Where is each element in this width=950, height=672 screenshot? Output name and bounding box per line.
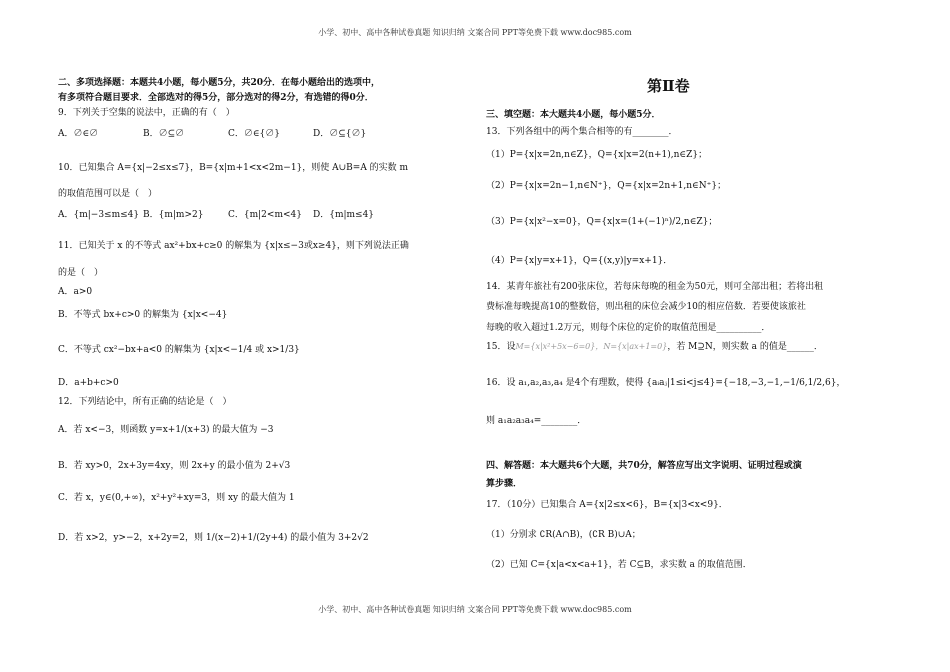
q15-suffix: ，若 M⊇N，则实数 a 的值是______． bbox=[667, 342, 823, 352]
q11-option-b: B．不等式 bx+c>0 的解集为 {x|x<−4} bbox=[58, 310, 228, 320]
q10-stem: 10．已知集合 A={x|−2≤x≤7}，B={x|m+1<x<2m−1}，则使 A∪B=A 的实数 m bbox=[58, 163, 409, 173]
q9-option-b: B．∅⊆∅ bbox=[143, 129, 185, 139]
q9-stem: 9．下列关于空集的说法中，正确的有（ ） bbox=[58, 108, 235, 118]
q13-stem: 13．下列各组中的两个集合相等的有________． bbox=[486, 127, 678, 137]
q16-stem: 16．设 a₁,a₂,a₃,a₄ 是4个有理数，使得 {aᵢaⱼ|1≤i<j≤4}={−18,−3,−1,−1/6,1/2,6}， bbox=[486, 378, 846, 388]
section4-line2: 算步骤． bbox=[486, 479, 523, 489]
q9-option-c: C．∅∈{∅} bbox=[228, 129, 281, 139]
q11-option-c: C．不等式 cx²−bx+a<0 的解集为 {x|x<−1/4 或 x>1/3} bbox=[58, 345, 300, 355]
q16-stem-cont: 则 a₁a₂a₃a₄=________． bbox=[486, 416, 587, 426]
section3-heading: 三、填空题：本大题共4小题，每小题5分． bbox=[486, 110, 661, 120]
q17-stem: 17．（10分）已知集合 A={x|2≤x<6}，B={x|3<x<9}． bbox=[486, 500, 728, 510]
page-header: 小学、初中、高中各种试卷真题 知识归纳 文案合同 PPT等免费下载 www.doc985.com bbox=[318, 28, 632, 37]
q11-stem: 11．已知关于 x 的不等式 ax²+bx+c≥0 的解集为 {x|x≤−3或x≥4}，则下列说法正确 bbox=[58, 241, 409, 251]
q13-item-2: （2）P={x|x=2n−1,n∈N⁺}，Q={x|x=2n+1,n∈N⁺}； bbox=[486, 181, 727, 191]
q17-part1: （1）分别求 ∁R(A∩B)，(∁R B)∪A； bbox=[486, 530, 641, 540]
q13-item-3: （3）P={x|x²−x=0}，Q={x|x=(1+(−1)ⁿ)/2,n∈Z}； bbox=[486, 217, 718, 227]
page-footer: 小学、初中、高中各种试卷真题 知识归纳 文案合同 PPT等免费下载 www.doc985.com bbox=[318, 605, 632, 614]
q12-option-b: B．若 xy>0，2x+3y=4xy，则 2x+y 的最小值为 2+√3 bbox=[58, 461, 291, 471]
q12-option-c: C．若 x，y∈(0,+∞)，x²+y²+xy=3，则 xy 的最大值为 1 bbox=[58, 493, 295, 503]
q15-sets: M={x|x²+5x−6=0}，N={x|ax+1=0} bbox=[515, 342, 668, 351]
q12-option-d: D．若 x>2，y>−2，x+2y=2，则 1/(x−2)+1/(2y+4) 的最小值为 3+2√2 bbox=[58, 533, 369, 543]
part2-title: 第Ⅱ卷 bbox=[647, 77, 690, 95]
q14-line1: 14．某青年旅社有200张床位，若每床每晚的租金为50元，则可全部出租；若将出租 bbox=[486, 282, 824, 292]
q13-item-4: （4）P={x|y=x+1}，Q={(x,y)|y=x+1}． bbox=[486, 256, 673, 266]
q13-item-1: （1）P={x|x=2n,n∈Z}，Q={x|x=2(n+1),n∈Z}； bbox=[486, 150, 708, 160]
q14-line3: 每晚的收入超过1.2万元，则每个床位的定价的取值范围是__________． bbox=[486, 323, 771, 333]
q10-option-a: A．{m|−3≤m≤4} bbox=[58, 210, 140, 220]
q10-option-c: C．{m|2<m<4} bbox=[228, 210, 302, 220]
section4-line1: 四、解答题：本大题共6个大题，共70分，解答应写出文字说明、证明过程或演 bbox=[486, 461, 802, 471]
q12-stem: 12．下列结论中，所有正确的结论是（ ） bbox=[58, 397, 232, 407]
q11-stem-cont: 的是（ ） bbox=[58, 268, 104, 278]
section2-line2: 有多项符合题目要求．全部选对的得5分，部分选对的得2分，有选错的得0分． bbox=[58, 93, 374, 103]
q12-option-a: A．若 x<−3，则函数 y=x+1/(x+3) 的最大值为 −3 bbox=[58, 425, 274, 435]
q15-stem bbox=[486, 341, 823, 353]
q10-option-b: B．{m|m>2} bbox=[143, 210, 204, 220]
q17-part2: （2）已知 C={x|a<x<a+1}，若 C⊆B，求实数 a 的取值范围． bbox=[486, 560, 752, 570]
q11-option-a: A．a>0 bbox=[58, 287, 93, 297]
q14-line2: 费标准每晚提高10的整数倍，则出租的床位会减少10的相应倍数．若要使该旅社 bbox=[486, 302, 806, 312]
q10-option-d: D．{m|m≤4} bbox=[313, 210, 375, 220]
section2-line1: 二、多项选择题：本题共4小题，每小题5分，共20分．在每小题给出的选项中， bbox=[58, 78, 381, 88]
q15-prefix: 15．设 bbox=[486, 342, 516, 352]
q9-option-d: D．∅⊆{∅} bbox=[313, 129, 367, 139]
q9-option-a: A．∅∈∅ bbox=[58, 129, 99, 139]
q11-option-d: D．a+b+c>0 bbox=[58, 378, 119, 388]
q10-stem-cont: 的取值范围可以是（ ） bbox=[58, 189, 158, 199]
